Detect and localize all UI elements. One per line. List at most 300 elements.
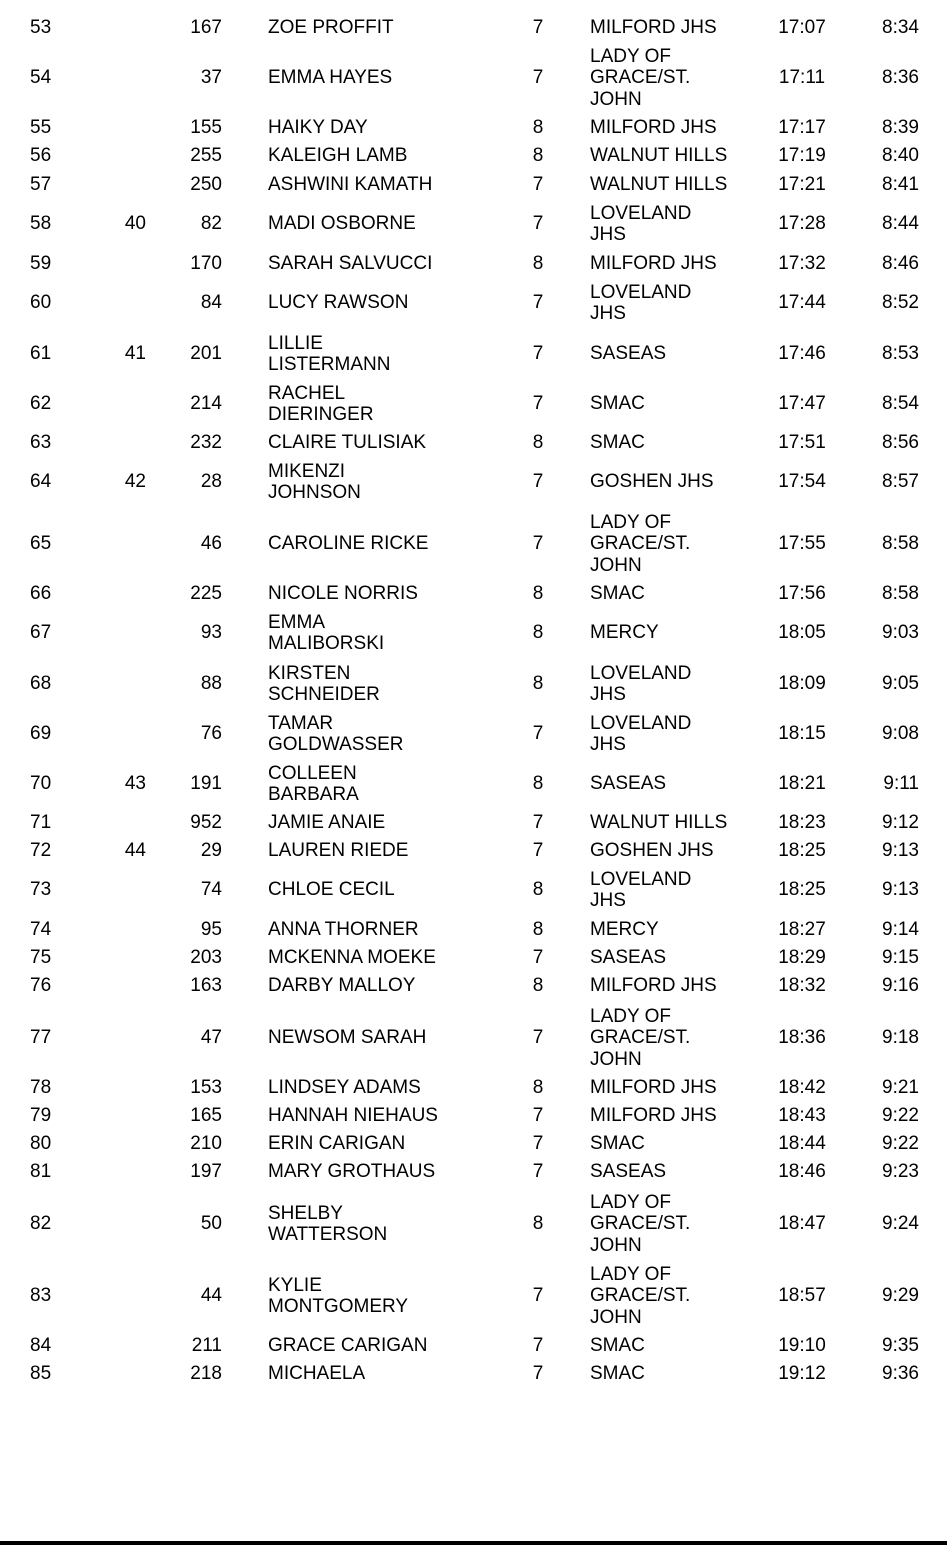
school-cell: [590, 1362, 760, 1386]
time-cell-text: 17:21: [778, 174, 826, 196]
team-place-cell: [110, 431, 146, 455]
time-cell-text: 18:43: [778, 1105, 826, 1127]
school-cell-text: WALNUT HILLS: [590, 174, 728, 196]
team-place-cell-text: 42: [124, 471, 146, 493]
runner-name-cell: [268, 1334, 468, 1358]
table-row: [0, 1104, 947, 1128]
team-place-cell-text: 41: [124, 343, 146, 365]
pace-cell: [858, 946, 919, 970]
team-place-cell: [110, 811, 146, 835]
school-cell: [590, 280, 760, 326]
runner-name-cell-text: MIKENZI JOHNSON: [268, 460, 361, 503]
school-cell-text: SASEAS: [590, 343, 667, 365]
grade-cell-text: 7: [532, 723, 544, 745]
place-cell-text: 82: [30, 1213, 52, 1235]
place-cell-text: 70: [30, 773, 52, 795]
runner-name-cell-text: TAMAR GOLDWASSER: [268, 712, 404, 755]
grade-cell: [520, 1160, 556, 1184]
team-place-cell: [110, 1160, 146, 1184]
grade-cell-text: 7: [532, 17, 544, 39]
team-place-cell: [110, 381, 146, 427]
runner-name-cell-text: EMMA MALIBORSKI: [268, 611, 385, 654]
time-cell-text: 18:25: [778, 840, 826, 862]
place-cell-text: 72: [30, 840, 52, 862]
team-place-cell: [110, 201, 146, 247]
grade-cell-text: 7: [532, 1027, 544, 1049]
bib-cell-text: 197: [190, 1161, 222, 1183]
grade-cell-text: 8: [532, 673, 544, 695]
school-cell-text: SASEAS: [590, 947, 667, 969]
school-cell: [590, 918, 760, 942]
team-place-cell: [110, 145, 146, 167]
grade-cell-text: 8: [532, 975, 544, 997]
pace-cell-text: 9:36: [882, 1363, 919, 1385]
school-cell: [590, 839, 760, 863]
place-cell: [30, 13, 70, 43]
grade-cell-text: 7: [532, 1363, 544, 1385]
place-cell-text: 84: [30, 1335, 52, 1357]
pace-cell-text: 8:44: [882, 213, 919, 235]
grade-cell: [520, 839, 556, 863]
team-place-cell: [110, 1260, 146, 1332]
bib-cell: [170, 44, 222, 112]
school-cell-text: MILFORD JHS: [590, 1105, 717, 1127]
bib-cell: [170, 918, 222, 942]
bib-cell-text: 191: [190, 773, 222, 795]
place-cell-text: 76: [30, 975, 52, 997]
grade-cell-text: 7: [532, 67, 544, 89]
pace-cell: [858, 811, 919, 835]
school-cell: [590, 1104, 760, 1128]
school-cell-text: LADY OF GRACE/ST. JOHN: [590, 1191, 691, 1256]
place-cell: [30, 1104, 70, 1128]
time-cell-text: 17:32: [778, 253, 826, 275]
grade-cell: [520, 1260, 556, 1332]
table-row: [0, 711, 947, 757]
pace-cell-text: 9:21: [882, 1077, 919, 1099]
team-place-cell: [110, 974, 146, 998]
table-row: [0, 331, 947, 377]
school-cell: [590, 946, 760, 970]
runner-name-cell: [268, 839, 468, 863]
school-cell-text: SMAC: [590, 1335, 645, 1357]
grade-cell: [520, 1362, 556, 1386]
school-cell: [590, 44, 760, 112]
pace-cell: [858, 381, 919, 427]
bib-cell-text: 74: [200, 879, 222, 901]
bib-cell: [170, 610, 222, 656]
team-place-cell: [110, 252, 146, 276]
place-cell: [30, 117, 70, 139]
bib-cell: [170, 661, 222, 707]
school-cell: [590, 1260, 760, 1332]
pace-cell: [858, 661, 919, 707]
school-cell: [590, 711, 760, 757]
pace-cell: [858, 280, 919, 326]
time-cell: [770, 145, 834, 167]
place-cell-text: 75: [30, 947, 52, 969]
runner-name-cell-text: RACHEL DIERINGER: [268, 382, 374, 425]
place-cell: [30, 582, 70, 606]
place-cell: [30, 459, 70, 505]
school-cell: [590, 252, 760, 276]
runner-name-cell-text: SARAH SALVUCCI: [268, 253, 433, 275]
runner-name-cell: [268, 1362, 468, 1386]
school-cell-text: MILFORD JHS: [590, 253, 717, 275]
runner-name-cell-text: NEWSOM SARAH: [268, 1027, 427, 1049]
pace-cell-text: 8:36: [882, 67, 919, 89]
runner-name-cell-text: MCKENNA MOEKE: [268, 947, 436, 969]
table-row: [0, 974, 947, 998]
runner-name-cell-text: NICOLE NORRIS: [268, 583, 418, 605]
table-row: [0, 145, 947, 167]
school-cell: [590, 201, 760, 247]
school-cell-text: MILFORD JHS: [590, 117, 717, 139]
bib-cell: [170, 946, 222, 970]
table-row: [0, 1260, 947, 1332]
place-cell-text: 64: [30, 471, 52, 493]
place-cell-text: 65: [30, 533, 52, 555]
place-cell: [30, 974, 70, 998]
runner-name-cell: [268, 918, 468, 942]
pace-cell-text: 8:40: [882, 145, 919, 167]
runner-name-cell-text: LUCY RAWSON: [268, 292, 409, 314]
grade-cell-text: 7: [532, 393, 544, 415]
time-cell: [770, 173, 834, 197]
bib-cell: [170, 508, 222, 580]
pace-cell-text: 9:22: [882, 1105, 919, 1127]
school-cell-text: GOSHEN JHS: [590, 840, 714, 862]
time-cell: [770, 1132, 834, 1156]
bib-cell-text: 95: [200, 919, 222, 941]
place-cell: [30, 867, 70, 913]
table-row: [0, 431, 947, 455]
runner-name-cell: [268, 1132, 468, 1156]
table-row: [0, 1160, 947, 1184]
school-cell: [590, 173, 760, 197]
school-cell-text: SASEAS: [590, 1161, 667, 1183]
time-cell: [770, 331, 834, 377]
bib-cell: [170, 1334, 222, 1358]
place-cell: [30, 946, 70, 970]
time-cell-text: 18:23: [778, 812, 826, 834]
grade-cell: [520, 1334, 556, 1358]
pace-cell-text: 9:22: [882, 1133, 919, 1155]
pace-cell: [858, 201, 919, 247]
runner-name-cell-text: LINDSEY ADAMS: [268, 1077, 421, 1099]
time-cell: [770, 117, 834, 139]
place-cell: [30, 661, 70, 707]
place-cell-text: 78: [30, 1077, 52, 1099]
runner-name-cell-text: KIRSTEN SCHNEIDER: [268, 662, 380, 705]
runner-name-cell-text: LILLIE LISTERMANN: [268, 332, 391, 375]
bib-cell: [170, 974, 222, 998]
pace-cell-text: 9:15: [882, 947, 919, 969]
school-cell-text: WALNUT HILLS: [590, 812, 728, 834]
pace-cell-text: 8:53: [882, 343, 919, 365]
time-cell-text: 17:44: [778, 292, 826, 314]
place-cell-text: 85: [30, 1363, 52, 1385]
runner-name-cell-text: CHLOE CECIL: [268, 879, 395, 901]
bib-cell: [170, 173, 222, 197]
pace-cell-text: 8:54: [882, 393, 919, 415]
bib-cell: [170, 201, 222, 247]
time-cell: [770, 252, 834, 276]
bib-cell: [170, 761, 222, 807]
bib-cell-text: 210: [190, 1133, 222, 1155]
place-cell-text: 55: [30, 117, 52, 139]
grade-cell: [520, 582, 556, 606]
place-cell-text: 57: [30, 174, 52, 196]
time-cell: [770, 1076, 834, 1100]
school-cell-text: LADY OF GRACE/ST. JOHN: [590, 1005, 691, 1070]
table-row: [0, 811, 947, 835]
runner-name-cell-text: MADI OSBORNE: [268, 213, 416, 235]
team-place-cell: [110, 1104, 146, 1128]
school-cell-text: MERCY: [590, 919, 659, 941]
grade-cell-text: 7: [532, 1285, 544, 1307]
pace-cell: [858, 1260, 919, 1332]
place-cell-text: 80: [30, 1133, 52, 1155]
team-place-cell: [110, 280, 146, 326]
grade-cell: [520, 1002, 556, 1074]
pace-cell-text: 8:57: [882, 471, 919, 493]
bib-cell-text: 170: [190, 253, 222, 275]
bib-cell-text: 82: [200, 213, 222, 235]
place-cell-text: 71: [30, 812, 52, 834]
school-cell: [590, 1132, 760, 1156]
team-place-cell: [110, 1362, 146, 1386]
school-cell-text: WALNUT HILLS: [590, 145, 728, 167]
pace-cell-text: 8:34: [882, 17, 919, 39]
time-cell: [770, 1362, 834, 1386]
place-cell: [30, 918, 70, 942]
grade-cell-text: 7: [532, 533, 544, 555]
team-place-cell: [110, 44, 146, 112]
bib-cell: [170, 431, 222, 455]
bib-cell: [170, 1132, 222, 1156]
runner-name-cell-text: KALEIGH LAMB: [268, 145, 408, 167]
bib-cell-text: 29: [200, 840, 222, 862]
grade-cell-text: 7: [532, 1161, 544, 1183]
time-cell-text: 17:17: [778, 117, 826, 139]
school-cell: [590, 1076, 760, 1100]
bib-cell-text: 952: [190, 812, 222, 834]
grade-cell: [520, 761, 556, 807]
bib-cell-text: 201: [190, 343, 222, 365]
bib-cell: [170, 145, 222, 167]
time-cell: [770, 1002, 834, 1074]
team-place-cell: [110, 173, 146, 197]
school-cell: [590, 145, 760, 167]
runner-name-cell: [268, 811, 468, 835]
pace-cell: [858, 761, 919, 807]
runner-name-cell: [268, 431, 468, 455]
runner-name-cell: [268, 1104, 468, 1128]
bib-cell: [170, 1188, 222, 1260]
runner-name-cell: [268, 610, 468, 656]
school-cell-text: MILFORD JHS: [590, 1077, 717, 1099]
place-cell-text: 74: [30, 919, 52, 941]
grade-cell-text: 7: [532, 1133, 544, 1155]
grade-cell-text: 8: [532, 583, 544, 605]
table-row: [0, 1362, 947, 1386]
team-place-cell: [110, 582, 146, 606]
team-place-cell-text: 40: [124, 213, 146, 235]
runner-name-cell: [268, 381, 468, 427]
team-place-cell: [110, 1334, 146, 1358]
bib-cell: [170, 117, 222, 139]
runner-name-cell-text: EMMA HAYES: [268, 67, 393, 89]
runner-name-cell-text: HAIKY DAY: [268, 117, 368, 139]
table-row: [0, 918, 947, 942]
grade-cell-text: 8: [532, 622, 544, 644]
grade-cell: [520, 1104, 556, 1128]
table-row: [0, 459, 947, 505]
bib-cell-text: 93: [200, 622, 222, 644]
pace-cell-text: 9:13: [882, 840, 919, 862]
bib-cell-text: 153: [190, 1077, 222, 1099]
bib-cell-text: 44: [200, 1285, 222, 1307]
runner-name-cell: [268, 1188, 468, 1260]
time-cell: [770, 1260, 834, 1332]
bib-cell-text: 218: [190, 1363, 222, 1385]
bib-cell: [170, 252, 222, 276]
school-cell: [590, 1160, 760, 1184]
school-cell-text: LOVELAND JHS: [590, 712, 692, 755]
pace-cell-text: 9:03: [882, 622, 919, 644]
bib-cell: [170, 1260, 222, 1332]
time-cell-text: 19:10: [778, 1335, 826, 1357]
bib-cell: [170, 1362, 222, 1386]
grade-cell-text: 7: [532, 292, 544, 314]
time-cell-text: 17:11: [778, 67, 826, 89]
grade-cell: [520, 867, 556, 913]
grade-cell-text: 8: [532, 117, 544, 139]
bib-cell-text: 37: [200, 67, 222, 89]
school-cell-text: LADY OF GRACE/ST. JOHN: [590, 1263, 691, 1328]
place-cell-text: 73: [30, 879, 52, 901]
place-cell-text: 59: [30, 253, 52, 275]
runner-name-cell-text: MICHAELA: [268, 1363, 366, 1385]
runner-name-cell: [268, 145, 468, 167]
bib-cell-text: 232: [190, 432, 222, 454]
bib-cell-text: 28: [200, 471, 222, 493]
school-cell: [590, 331, 760, 377]
pace-cell-text: 9:35: [882, 1335, 919, 1357]
place-cell-text: 58: [30, 213, 52, 235]
runner-name-cell-text: DARBY MALLOY: [268, 975, 416, 997]
table-row: [0, 201, 947, 247]
place-cell: [30, 1160, 70, 1184]
table-row: [0, 661, 947, 707]
grade-cell-text: 7: [532, 343, 544, 365]
time-cell: [770, 1188, 834, 1260]
place-cell-text: 60: [30, 292, 52, 314]
school-cell: [590, 974, 760, 998]
bib-cell-text: 214: [190, 393, 222, 415]
runner-name-cell-text: MARY GROTHAUS: [268, 1161, 436, 1183]
runner-name-cell: [268, 1076, 468, 1100]
place-cell-text: 53: [30, 17, 52, 39]
bib-cell: [170, 280, 222, 326]
table-row: [0, 117, 947, 139]
time-cell: [770, 839, 834, 863]
time-cell: [770, 44, 834, 112]
grade-cell: [520, 946, 556, 970]
pace-cell-text: 8:52: [882, 292, 919, 314]
pace-cell-text: 9:08: [882, 723, 919, 745]
place-cell-text: 77: [30, 1027, 52, 1049]
time-cell: [770, 974, 834, 998]
runner-name-cell-text: COLLEEN BARBARA: [268, 762, 359, 805]
grade-cell-text: 8: [532, 432, 544, 454]
table-row: [0, 946, 947, 970]
school-cell: [590, 508, 760, 580]
place-cell: [30, 1002, 70, 1074]
time-cell-text: 18:27: [778, 919, 826, 941]
place-cell: [30, 1076, 70, 1100]
school-cell-text: SMAC: [590, 432, 645, 454]
school-cell-text: LOVELAND JHS: [590, 202, 692, 245]
team-place-cell: [110, 13, 146, 43]
runner-name-cell-text: ASHWINI KAMATH: [268, 174, 433, 196]
pace-cell: [858, 582, 919, 606]
grade-cell-text: 8: [532, 145, 544, 167]
runner-name-cell-text: CLAIRE TULISIAK: [268, 432, 427, 454]
grade-cell-text: 7: [532, 840, 544, 862]
runner-name-cell: [268, 459, 468, 505]
bib-cell-text: 250: [190, 174, 222, 196]
team-place-cell: [110, 918, 146, 942]
school-cell-text: GOSHEN JHS: [590, 471, 714, 493]
runner-name-cell: [268, 201, 468, 247]
place-cell: [30, 811, 70, 835]
pace-cell-text: 9:24: [882, 1213, 919, 1235]
table-row: [0, 1076, 947, 1100]
school-cell-text: MERCY: [590, 622, 659, 644]
pace-cell-text: 8:46: [882, 253, 919, 275]
runner-name-cell-text: KYLIE MONTGOMERY: [268, 1274, 409, 1317]
school-cell-text: SMAC: [590, 393, 645, 415]
grade-cell: [520, 13, 556, 43]
team-place-cell: [110, 711, 146, 757]
runner-name-cell: [268, 761, 468, 807]
time-cell: [770, 459, 834, 505]
school-cell: [590, 610, 760, 656]
grade-cell-text: 8: [532, 1077, 544, 1099]
table-row: [0, 381, 947, 427]
pace-cell: [858, 1104, 919, 1128]
pace-cell: [858, 145, 919, 167]
pace-cell-text: 8:39: [882, 117, 919, 139]
place-cell-text: 54: [30, 67, 52, 89]
time-cell: [770, 610, 834, 656]
runner-name-cell-text: HANNAH NIEHAUS: [268, 1105, 438, 1127]
bib-cell-text: 225: [190, 583, 222, 605]
runner-name-cell: [268, 946, 468, 970]
bottom-rule: [0, 1541, 947, 1545]
school-cell: [590, 582, 760, 606]
runner-name-cell: [268, 974, 468, 998]
runner-name-cell-text: LAUREN RIEDE: [268, 840, 409, 862]
time-cell: [770, 508, 834, 580]
bib-cell-text: 165: [190, 1105, 222, 1127]
time-cell-text: 18:42: [778, 1077, 826, 1099]
school-cell-text: LOVELAND JHS: [590, 868, 692, 911]
runner-name-cell: [268, 711, 468, 757]
school-cell-text: SMAC: [590, 583, 645, 605]
